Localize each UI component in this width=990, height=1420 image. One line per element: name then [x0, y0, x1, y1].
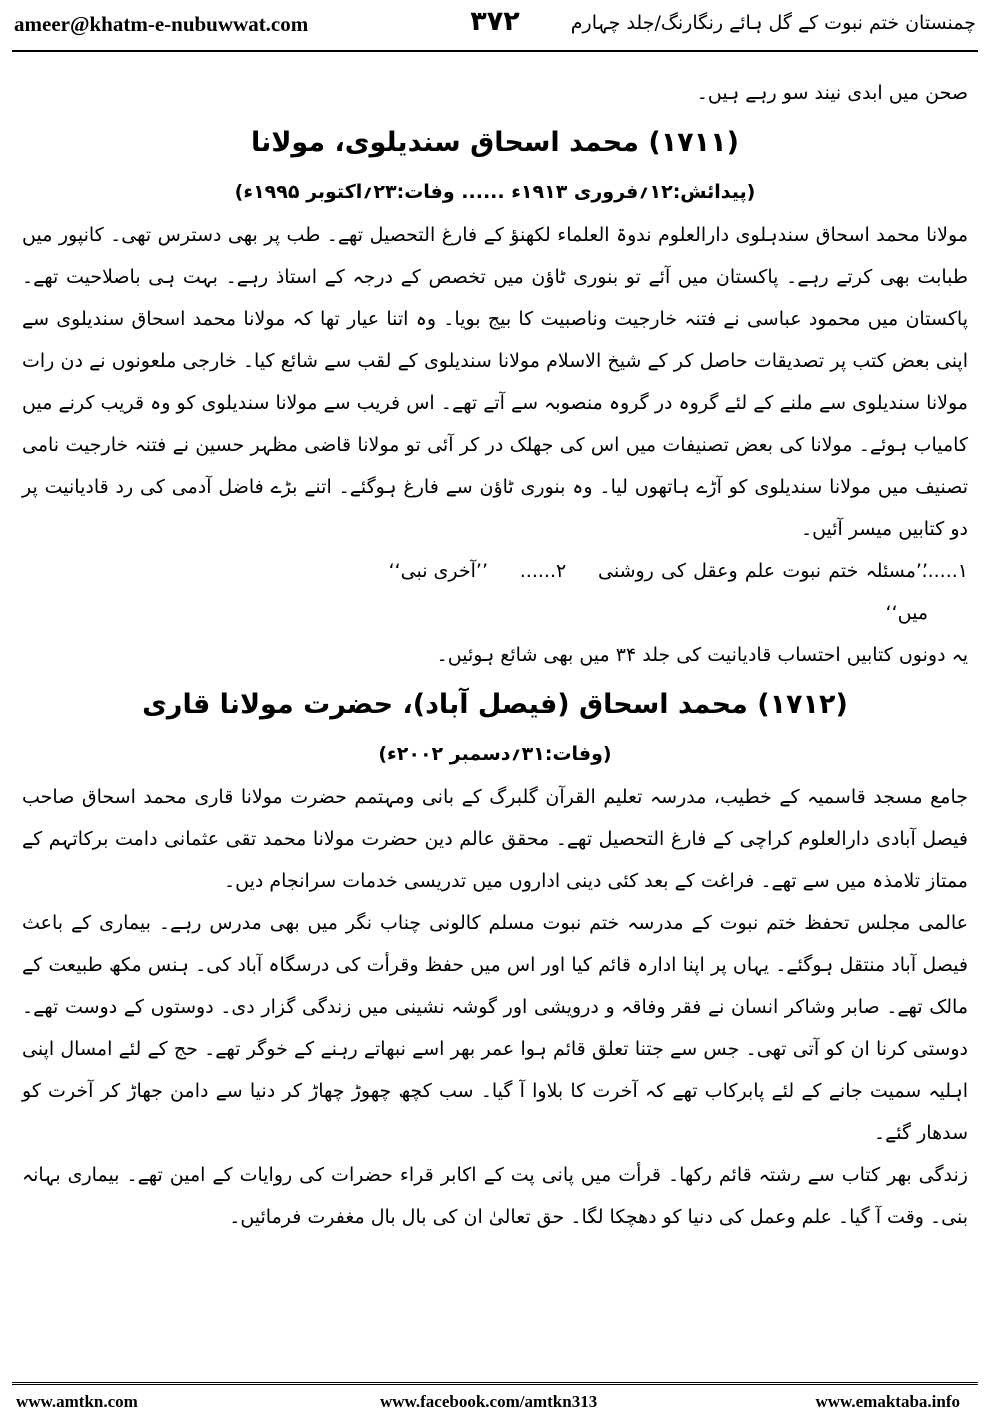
section-1-dates: (پیدائش:۱۲؍فروری ۱۹۱۳ء ...... وفات:۲۳؍اکتوبر ۱۹۹۵ء): [234, 181, 756, 203]
page-footer: [0, 1388, 990, 1418]
section-2-paragraph-3: زندگی بھر کتاب سے رشتہ قائم رکھا۔ قرأت میں پانی پت کے اکابر قراء حضرات کی روایات کے امین تھے۔ بیماری بہانہ بنی۔ وقت آ گیا۔ علم وعمل کی دنیا کو دھچکا لگا۔ حق تعالیٰ ان کی بال بال مغفرت فرمائیں۔: [22, 1164, 968, 1228]
section-2-paragraph-1: جامع مسجد قاسمیہ کے خطیب، مدرسہ تعلیم القرآن گلبرگ کے بانی ومہتمم حضرت مولانا قاری محمد اسحاق صاحب فیصل آبادی دارالعلوم کراچی کے فارغ التحصیل تھے۔ محقق عالم دین حضرت مولانا محمد تقی عثمانی دامت برکاتہم کے ممتاز تلامذہ میں سے تھے۔ فراغت کے بعد کئی دینی اداروں میں تدریسی خدمات سرانجام دیں۔: [22, 786, 968, 892]
book-title: چمنستان ختم نبوت کے گل ہائے رنگارنگ/جلد چہارم: [570, 12, 976, 34]
header-email: ameer@khatm-e-nubuwwat.com: [14, 12, 309, 36]
footer-link-facebook[interactable]: www.facebook.com/amtkn313: [380, 1392, 598, 1411]
book-1-number: ۱......: [921, 560, 968, 582]
intro-line: صحن میں ابدی نیند سو رہے ہیں۔: [696, 82, 968, 104]
section-2-dates: (وفات:۳۱؍دسمبر ۲۰۰۲ء): [378, 743, 612, 765]
section-1-after-books: یہ دونوں کتابیں احتساب قادیانیت کی جلد ۳۴ میں بھی شائع ہوئیں۔: [436, 644, 968, 666]
book-2-number: ۲......: [519, 560, 567, 582]
footer-link-amtkn[interactable]: www.amtkn.com: [16, 1392, 138, 1411]
book-2-title: ’’آخری نبی‘‘: [388, 560, 488, 582]
book-list: [22, 550, 968, 634]
page-header: [0, 0, 990, 52]
section-2-paragraph-2: عالمی مجلس تحفظ ختم نبوت کے مدرسہ ختم نبوت مسلم کالونی چناب نگر میں بھی مدرس رہے۔ بیماری کے باعث فیصل آباد منتقل ہوگئے۔ یہاں پر اپنا ادارہ قائم کیا اور اس میں حفظ وقرأت کی درسگاہ آباد کی۔ ہنس مکھ طبیعت کے مالک تھے۔ صابر وشاکر انسان نے فقر وفاقہ و درویشی اور گوشہ نشینی میں زندگی گزار دی۔ دوستوں کے دوست تھے۔ دوستی کرنا ان کو آتی تھی۔ جس سے جتنا تعلق قائم ہوا عمر بھر اسے نبھاتے رہنے کے خوگر تھے۔ حج کے لئے امسال اپنی اہلیہ سمیت جانے کے لئے پابرکاب تھے کہ آخرت کا بلاوا آ گیا۔ سب کچھ چھوڑ چھاڑ کر دنیا سے دامن جھاڑ کر آخرت کو سدھار گئے۔: [22, 912, 968, 1144]
header-divider: [12, 50, 978, 52]
footer-divider: [12, 1382, 978, 1385]
section-1-heading: (۱۷۱۱) محمد اسحاق سندیلوی، مولانا: [251, 127, 739, 158]
section-2-heading: (۱۷۱۲) محمد اسحاق (فیصل آباد)، حضرت مولانا قاری: [142, 689, 848, 720]
page-body: [22, 72, 968, 1238]
page-number: ۳۷۲: [470, 6, 520, 37]
book-1-title: ’’مسئلہ ختم نبوت علم وعقل کی روشنی میں‘‘: [598, 560, 928, 624]
section-1-paragraph: مولانا محمد اسحاق سندہلوی دارالعلوم ندوۃ العلماء لکھنؤ کے فارغ التحصیل تھے۔ طب پر بھی دسترس تھی۔ کانپور میں طبابت بھی کرتے رہے۔ پاکستان میں آئے تو بنوری ٹاؤن میں تخصص کے درجہ کے استاذ رہے۔ بہت ہی باصلاحیت تھے۔ پاکستان میں محمود عباسی نے فتنہ خارجیت وناصبیت کا بیج بویا۔ وہ اتنا عیار تھا کہ مولانا محمد اسحاق سندیلوی سے اپنی بعض کتب پر تصدیقات حاصل کر کے شیخ الاسلام مولانا سندیلوی کے لقب سے شائع کیا۔ خارجی ملعونوں نے دن رات مولانا سندیلوی سے ملنے کے لئے گروہ در گروہ منصوبہ سے آتے تھے۔ اس فریب سے مولانا سندیلوی کو وہ قریب کرنے میں کامیاب ہوئے۔ مولانا کی بعض تصنیفات میں اس کی جھلک در کر آئی تو مولانا قاضی مظہر حسین نے فتنہ خارجیت نامی تصنیف میں مولانا سندیلوی کو آڑے ہاتھوں لیا۔ وہ بنوری ٹاؤن سے فارغ ہوگئے۔ اتنے بڑے فاضل آدمی کی رد قادیانیت پر دو کتابیں میسر آئیں۔: [22, 224, 968, 540]
footer-link-emaktaba[interactable]: www.emaktaba.info: [815, 1392, 960, 1411]
